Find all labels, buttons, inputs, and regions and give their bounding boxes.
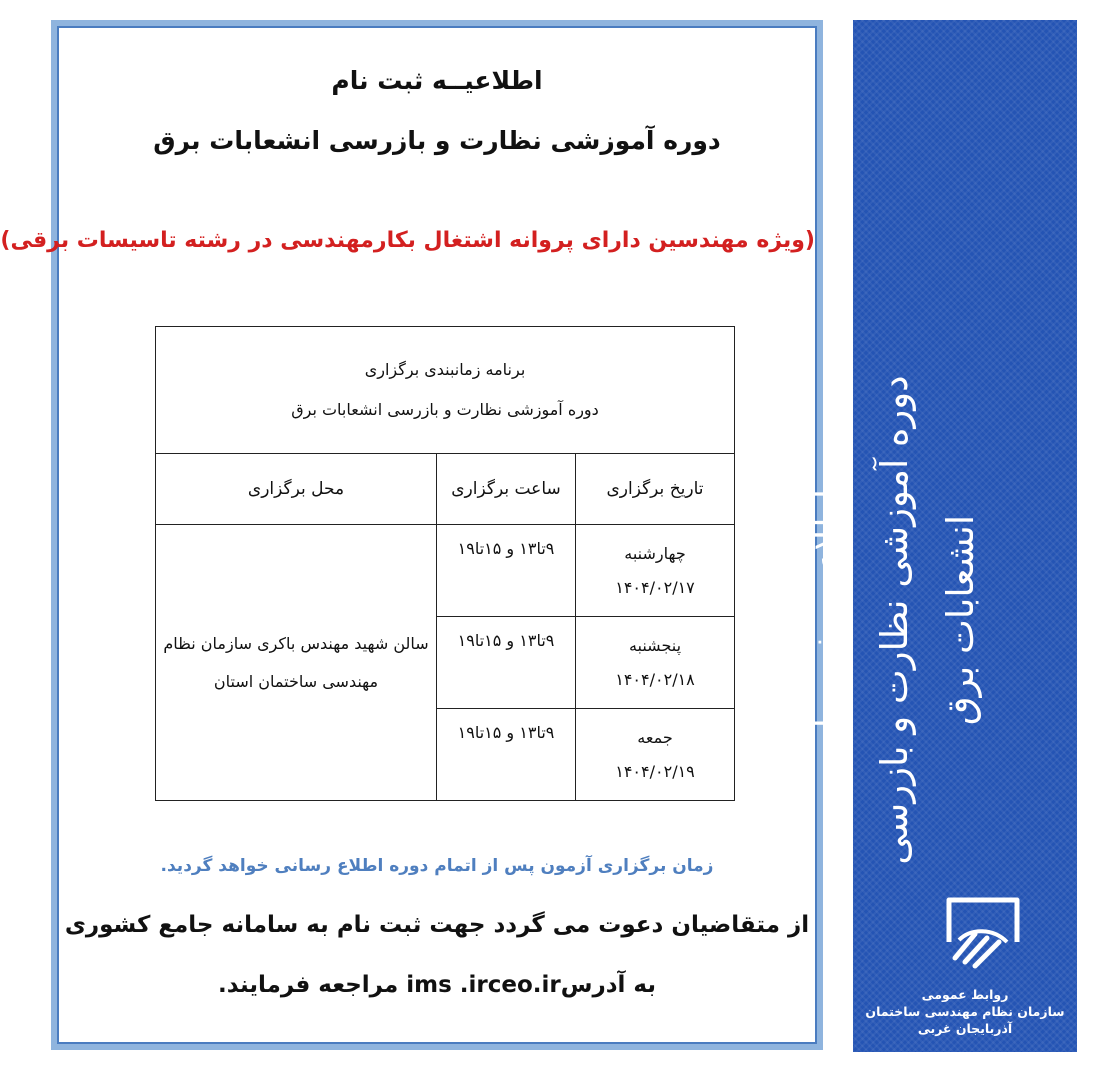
schedule-header-row xyxy=(156,327,735,454)
column-header-time: ساعت برگزاری xyxy=(437,454,576,525)
credit-line2: سازمان نظام مهندسی ساختمان xyxy=(865,1004,1065,1019)
column-header-venue: محل برگزاری xyxy=(156,454,437,525)
schedule-heading xyxy=(156,327,735,454)
time-cell: ۹تا۱۳ و ۱۵تا۱۹ xyxy=(437,617,576,709)
date-value: ۱۴۰۴/۰۲/۱۸ xyxy=(615,669,695,689)
day-name: جمعه xyxy=(637,727,673,747)
sidebar-title-line3: انشعابات برق xyxy=(939,514,982,726)
date-value: ۱۴۰۴/۰۲/۱۹ xyxy=(615,761,695,781)
invitation-line: از متقاضیان دعوت می گردد جهت ثبت نام به سامانه جامع کشوری xyxy=(64,912,810,938)
exam-note: زمان برگزاری آزمون پس از اتمام دوره اطلاع رسانی خواهد گردید. xyxy=(160,856,714,876)
schedule-heading-line2: دوره آموزشی نظارت و بازرسی انشعابات برق xyxy=(291,400,599,419)
column-header-row xyxy=(156,454,735,525)
eligibility-note: (ویژه مهندسین دارای پروانه اشتغال بکارمهندسی در رشته تاسیسات برقی) xyxy=(0,228,815,253)
time-cell: ۹تا۱۳ و ۱۵تا۱۹ xyxy=(437,525,576,617)
credit-line1: روابط عمومی xyxy=(921,987,1009,1002)
notice-content xyxy=(0,26,817,1044)
date-cell xyxy=(576,709,735,801)
schedule-heading-line1: برنامه زمانبندی برگزاری xyxy=(364,360,526,379)
date-cell xyxy=(576,617,735,709)
venue-line: مهندسی ساختمان استان xyxy=(213,671,379,691)
credit-block xyxy=(853,986,1077,1037)
day-name: پنجشنبه xyxy=(628,635,682,655)
venue-line: سالن شهید مهندس باکری سازمان نظام xyxy=(163,633,429,653)
credit-line3: آذربایجان غربی xyxy=(917,1021,1013,1036)
notice-title: اطلاعیــه ثبت نام xyxy=(331,66,543,95)
venue-cell xyxy=(156,525,437,801)
table-row xyxy=(156,525,735,617)
column-header-date: تاریخ برگزاری xyxy=(576,454,735,525)
organization-logo-icon xyxy=(941,888,1025,972)
schedule-table xyxy=(155,326,735,801)
sidebar-title-text xyxy=(796,375,994,864)
course-title: دوره آموزشی نظارت و بازرسی انشعابات برق xyxy=(153,126,721,155)
sidebar-banner xyxy=(807,20,1077,1052)
date-cell xyxy=(576,525,735,617)
time-cell: ۹تا۱۳ و ۱۵تا۱۹ xyxy=(437,709,576,801)
day-name: چهارشنبه xyxy=(624,543,686,563)
date-value: ۱۴۰۴/۰۲/۱۷ xyxy=(615,577,695,597)
notice-panel xyxy=(0,20,823,1050)
sidebar-title-line1: اطلاعیــه ثبت نام xyxy=(807,488,850,752)
sidebar-title-line2: دوره آموزشی نظارت و بازرسی xyxy=(873,375,916,865)
registration-address: به آدرسims .irceo.ir مراجعه فرمایند. xyxy=(217,972,657,998)
